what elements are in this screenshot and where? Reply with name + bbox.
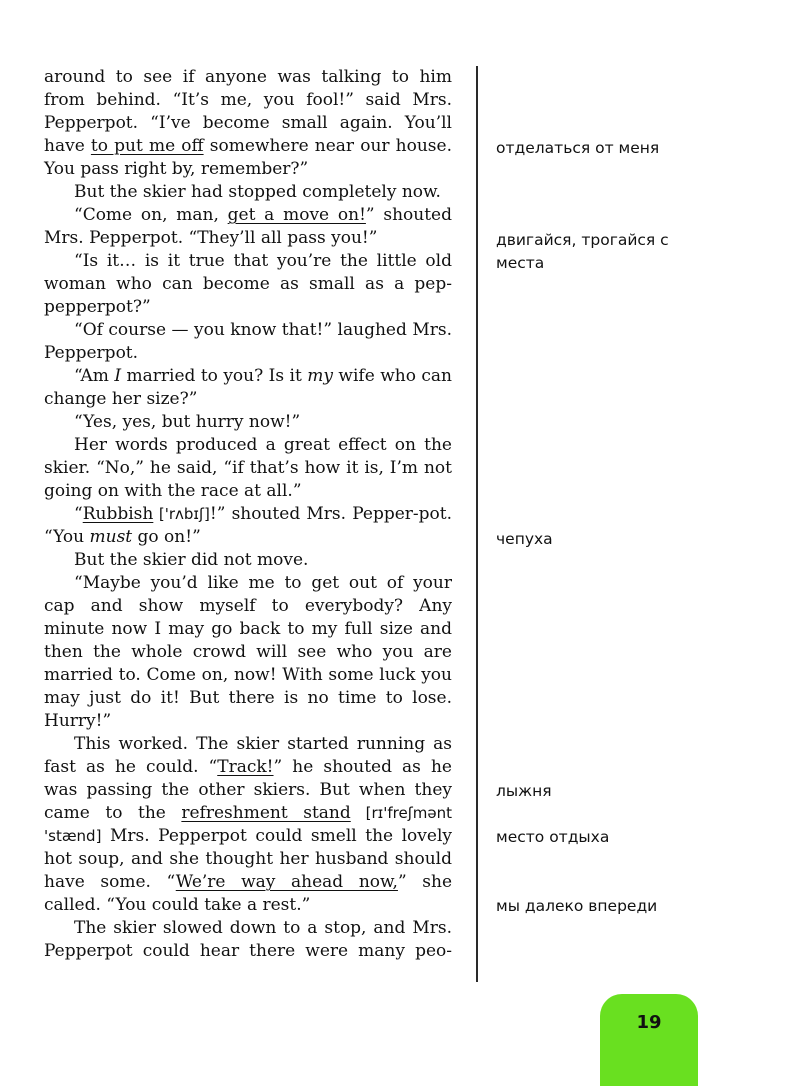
text-run: “Yes, yes, but hurry now!”	[74, 412, 301, 432]
page-number-tab	[600, 994, 698, 1086]
text-run: This worked. The skier started running as fast as he could. “	[44, 734, 452, 777]
paragraph-8	[44, 434, 452, 503]
text-run: around to see if anyone was talking to him from behind. “It’s me, you fool!” said Mrs. Pepperpot. “I’ve become small again. You’ll have	[44, 67, 452, 156]
text-run: “	[74, 504, 83, 524]
text-run: “Maybe you’d like me to get out of your cap and show myself to everybody? Any minute now I may go back to my full size and then the whole crowd will see who you are married to. Come on, now! With some luck you may just do it! But there is no time to lose. Hurry!”	[44, 573, 452, 731]
vocab-phrase: get a move on!	[227, 205, 366, 225]
text-run: ” he shouted as he was passing the other skiers. But when they came to the	[44, 757, 452, 823]
text-run: But the skier had stopped completely now.	[74, 182, 441, 202]
vocab-phrase: to put me off	[90, 136, 204, 156]
story-text	[44, 66, 452, 963]
paragraph-7	[44, 411, 452, 434]
paragraph-10	[44, 549, 452, 572]
paragraph-2	[44, 181, 452, 204]
paragraph-13	[44, 917, 452, 963]
text-run: “Of course — you know that!” laughed Mrs. Pepperpot.	[44, 320, 452, 363]
vocab-phrase: We’re way ahead now,	[175, 872, 398, 892]
gloss-put-me-off: отделаться от меня	[496, 139, 660, 157]
text-run: Her words produced a great effect on the skier. “No,” he said, “if that’s how it is, I’m not going on with the race at all.”	[44, 435, 452, 501]
emphasis: my	[307, 366, 333, 386]
paragraph-1	[44, 66, 452, 181]
paragraph-4	[44, 250, 452, 319]
text-run: go on!”	[132, 527, 201, 547]
paragraph-9	[44, 503, 452, 549]
gloss-way-ahead: мы далеко впереди	[496, 897, 658, 915]
text-run: wife who can change her size?”	[44, 366, 452, 409]
gloss-track: лыжня	[496, 782, 552, 800]
vocab-phrase: Rubbish	[82, 504, 154, 524]
page-number: 19	[636, 1012, 662, 1033]
paragraph-5	[44, 319, 452, 365]
text-run: But the skier did not move.	[74, 550, 309, 570]
emphasis: I	[114, 366, 122, 386]
text-run: somewhere near our house. You pass right by, remember?”	[44, 136, 452, 179]
gloss-rubbish: чепуха	[496, 530, 553, 548]
paragraph-6	[44, 365, 452, 411]
text-run: Mrs. Pepperpot could smell the lovely hot soup, and she thought her husband should have some. “	[44, 826, 452, 892]
gloss-get-a-move-on: двигайся, трогайся с места	[496, 231, 669, 272]
text-run: !” shouted Mrs. Pepper-pot. “You	[44, 504, 452, 547]
text-run: ” she called. “You could take a rest.”	[44, 872, 453, 915]
vocab-phrase: Track!	[217, 757, 274, 777]
paragraph-12	[44, 733, 452, 917]
emphasis: must	[89, 527, 133, 547]
text-run: “Is it… is it true that you’re the little old woman who can become as small as a pep-pepperpot?”	[44, 251, 452, 317]
column-divider	[476, 66, 478, 982]
paragraph-3	[44, 204, 452, 250]
paragraph-11	[44, 572, 452, 733]
text-run: The skier slowed down to a stop, and Mrs. Pepperpot could hear there were many peo-	[44, 918, 452, 961]
transcription: ['rʌbɪʃ]	[153, 505, 210, 523]
gloss-refreshment-stand: место отдыха	[496, 828, 610, 846]
text-run: married to you? Is it	[121, 366, 308, 386]
text-run: “Am	[74, 366, 115, 386]
vocab-phrase: refreshment stand	[181, 803, 351, 823]
transcription: [rɪ'freʃmənt 'stænd]	[44, 804, 452, 845]
text-run: “Come on, man,	[74, 205, 228, 225]
text-run: ” shouted Mrs. Pepperpot. “They’ll all pass you!”	[44, 205, 453, 248]
